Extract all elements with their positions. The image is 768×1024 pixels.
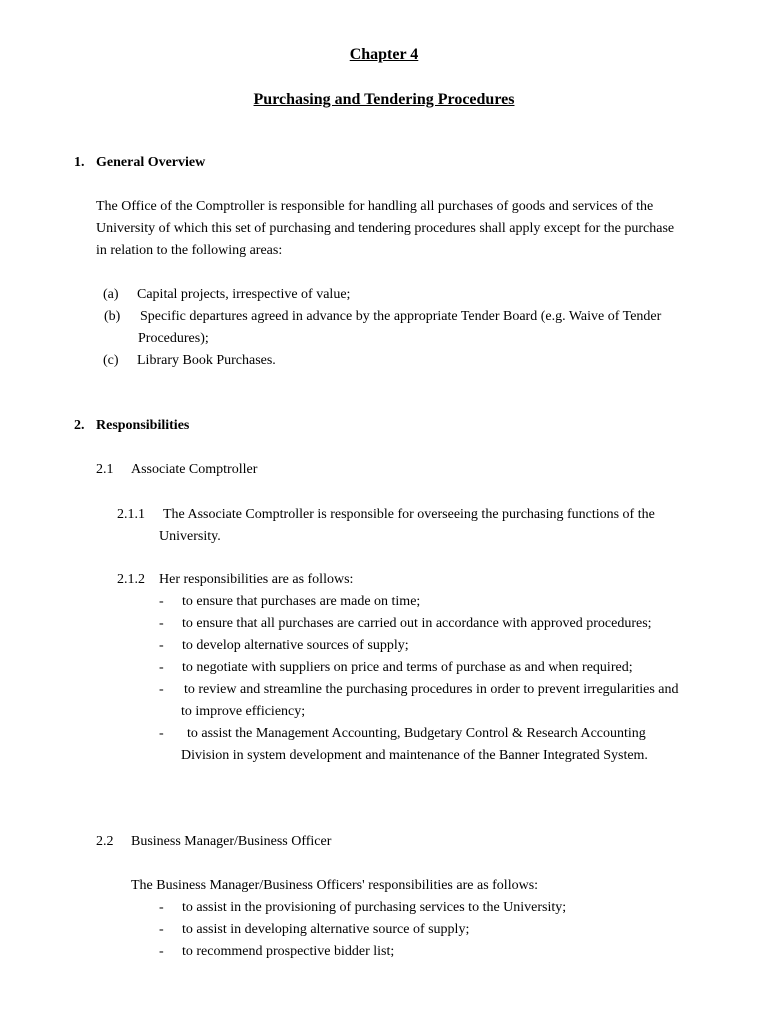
section-title: Purchasing and Tendering Procedures (253, 91, 515, 108)
item-a-text: Capital projects, irrespective of value; (137, 287, 351, 302)
list-item: to recommend prospective bidder list; (182, 944, 395, 959)
bullet-dash: - (159, 682, 164, 697)
list-item: to ensure that all purchases are carried out in accordance with approved procedures; (182, 616, 652, 631)
list-item: to review and streamline the purchasing procedures in order to prevent irregularities and (184, 682, 679, 697)
list-item: to assist in the provisioning of purchasing services to the University; (182, 900, 567, 915)
item-a-label: (a) (103, 287, 119, 302)
item-b-label: (b) (104, 309, 121, 324)
clause-2-1-1-number: 2.1.1 (117, 507, 145, 522)
list-item: to ensure that purchases are made on time; (182, 594, 421, 609)
clause-2-1-1-line-2: University. (159, 529, 221, 544)
overview-line-2: University of which this set of purchasing and tendering procedures shall apply except for the purchase (96, 221, 675, 236)
overview-line-3: in relation to the following areas: (96, 243, 283, 258)
item-b-text-line-2: Procedures); (138, 331, 209, 346)
subsection-2-2-intro: The Business Manager/Business Officers' responsibilities are as follows: (131, 878, 539, 893)
list-item-continuation: Division in system development and maintenance of the Banner Integrated System. (181, 748, 648, 763)
clause-2-1-1-line-1: The Associate Comptroller is responsible for overseeing the purchasing functions of the (163, 507, 655, 522)
item-c-text: Library Book Purchases. (137, 353, 276, 368)
section-2-heading: Responsibilities (96, 418, 190, 433)
subsection-2-1-number: 2.1 (96, 462, 114, 477)
bullet-dash: - (159, 944, 164, 959)
list-item: to develop alternative sources of supply; (182, 638, 409, 653)
bullet-dash: - (159, 660, 164, 675)
item-c-label: (c) (103, 353, 119, 368)
chapter-title: Chapter 4 (349, 46, 419, 63)
bullet-dash: - (159, 638, 164, 653)
item-b-text-line-1: Specific departures agreed in advance by the appropriate Tender Board (e.g. Waive of Tender (140, 309, 662, 324)
subsection-2-2-title: Business Manager/Business Officer (131, 834, 332, 849)
section-1-number: 1. (74, 155, 85, 170)
section-2-number: 2. (74, 418, 85, 433)
overview-line-1: The Office of the Comptroller is responsible for handling all purchases of goods and services of the (96, 199, 654, 214)
bullet-dash: - (159, 922, 164, 937)
list-item: to negotiate with suppliers on price and terms of purchase as and when required; (182, 660, 633, 675)
subsection-2-2-number: 2.2 (96, 834, 114, 849)
clause-2-1-2-text: Her responsibilities are as follows: (159, 572, 354, 587)
section-1-heading: General Overview (96, 155, 206, 170)
list-item: to assist the Management Accounting, Budgetary Control & Research Accounting (187, 726, 646, 741)
clause-2-1-2-number: 2.1.2 (117, 572, 145, 587)
list-item-continuation: to improve efficiency; (181, 704, 306, 719)
bullet-dash: - (159, 594, 164, 609)
subsection-2-1-title: Associate Comptroller (131, 462, 258, 477)
bullet-dash: - (159, 616, 164, 631)
bullet-dash: - (159, 900, 164, 915)
list-item: to assist in developing alternative source of supply; (182, 922, 470, 937)
bullet-dash: - (159, 726, 164, 741)
